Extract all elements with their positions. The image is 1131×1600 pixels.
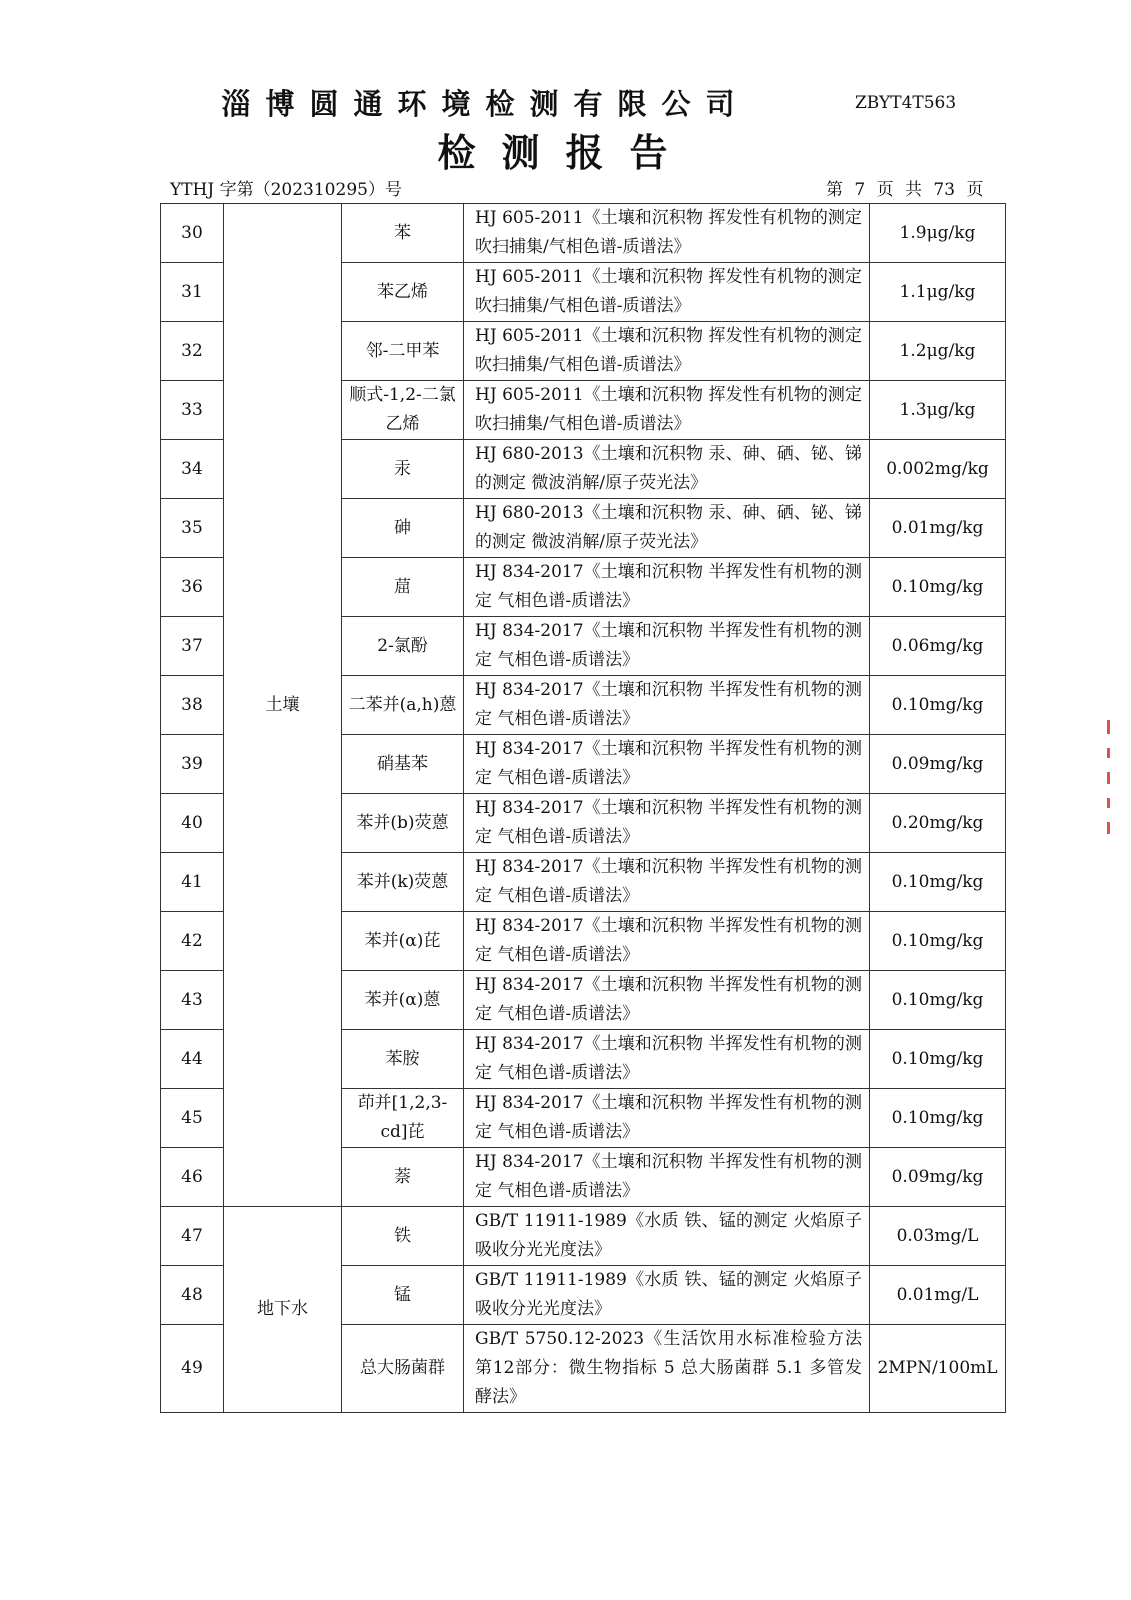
method-standard: HJ 680-2013《土壤和沉积物 汞、砷、硒、铋、锑的测定 微波消解/原子荧光法》 bbox=[464, 440, 870, 499]
row-number: 49 bbox=[161, 1325, 224, 1413]
item-name: 䓛 bbox=[342, 558, 464, 617]
method-standard: HJ 680-2013《土壤和沉积物 汞、砷、硒、铋、锑的测定 微波消解/原子荧光法》 bbox=[464, 499, 870, 558]
row-number: 41 bbox=[161, 853, 224, 912]
detection-limit: 1.2μg/kg bbox=[870, 322, 1006, 381]
document-code: ZBYT4T563 bbox=[855, 93, 957, 113]
row-number: 39 bbox=[161, 735, 224, 794]
item-name: 邻-二甲苯 bbox=[342, 322, 464, 381]
method-standard: HJ 605-2011《土壤和沉积物 挥发性有机物的测定 吹扫捕集/气相色谱-质谱法》 bbox=[464, 381, 870, 440]
row-number: 36 bbox=[161, 558, 224, 617]
detection-limit: 0.01mg/L bbox=[870, 1266, 1006, 1325]
detection-limit: 0.06mg/kg bbox=[870, 617, 1006, 676]
method-standard: HJ 605-2011《土壤和沉积物 挥发性有机物的测定 吹扫捕集/气相色谱-质谱法》 bbox=[464, 322, 870, 381]
detection-limit: 1.1μg/kg bbox=[870, 263, 1006, 322]
detection-limit: 2MPN/100mL bbox=[870, 1325, 1006, 1413]
row-number: 33 bbox=[161, 381, 224, 440]
item-name: 苯并(k)荧蒽 bbox=[342, 853, 464, 912]
row-number: 44 bbox=[161, 1030, 224, 1089]
row-number: 37 bbox=[161, 617, 224, 676]
method-standard: HJ 834-2017《土壤和沉积物 半挥发性有机物的测定 气相色谱-质谱法》 bbox=[464, 853, 870, 912]
method-standard: HJ 834-2017《土壤和沉积物 半挥发性有机物的测定 气相色谱-质谱法》 bbox=[464, 971, 870, 1030]
method-standard: HJ 834-2017《土壤和沉积物 半挥发性有机物的测定 气相色谱-质谱法》 bbox=[464, 794, 870, 853]
category-cell: 土壤 bbox=[224, 204, 342, 1207]
item-name: 萘 bbox=[342, 1148, 464, 1207]
detection-limit: 0.10mg/kg bbox=[870, 676, 1006, 735]
detection-limit: 1.9μg/kg bbox=[870, 204, 1006, 263]
detection-limit: 0.20mg/kg bbox=[870, 794, 1006, 853]
method-standard: HJ 834-2017《土壤和沉积物 半挥发性有机物的测定 气相色谱-质谱法》 bbox=[464, 735, 870, 794]
report-number: YTHJ 字第（202310295）号 bbox=[170, 180, 402, 200]
method-standard: HJ 605-2011《土壤和沉积物 挥发性有机物的测定 吹扫捕集/气相色谱-质谱法》 bbox=[464, 204, 870, 263]
detection-limit: 1.3μg/kg bbox=[870, 381, 1006, 440]
margin-marks bbox=[1107, 720, 1110, 848]
company-name: 淄博圆通环境检测有限公司 bbox=[221, 87, 750, 121]
row-number: 46 bbox=[161, 1148, 224, 1207]
row-number: 30 bbox=[161, 204, 224, 263]
method-standard: HJ 834-2017《土壤和沉积物 半挥发性有机物的测定 气相色谱-质谱法》 bbox=[464, 1030, 870, 1089]
row-number: 32 bbox=[161, 322, 224, 381]
item-name: 总大肠菌群 bbox=[342, 1325, 464, 1413]
row-number: 40 bbox=[161, 794, 224, 853]
row-number: 47 bbox=[161, 1207, 224, 1266]
detection-methods-table bbox=[160, 203, 1006, 1413]
item-name: 苯并(b)荧蒽 bbox=[342, 794, 464, 853]
detection-limit: 0.03mg/L bbox=[870, 1207, 1006, 1266]
method-standard: HJ 605-2011《土壤和沉积物 挥发性有机物的测定 吹扫捕集/气相色谱-质谱法》 bbox=[464, 263, 870, 322]
item-name: 硝基苯 bbox=[342, 735, 464, 794]
detection-limit: 0.09mg/kg bbox=[870, 735, 1006, 794]
row-number: 34 bbox=[161, 440, 224, 499]
method-standard: HJ 834-2017《土壤和沉积物 半挥发性有机物的测定 气相色谱-质谱法》 bbox=[464, 676, 870, 735]
item-name: 茚并[1,2,3-cd]芘 bbox=[342, 1089, 464, 1148]
table-row bbox=[161, 204, 1006, 263]
method-standard: HJ 834-2017《土壤和沉积物 半挥发性有机物的测定 气相色谱-质谱法》 bbox=[464, 558, 870, 617]
method-standard: HJ 834-2017《土壤和沉积物 半挥发性有机物的测定 气相色谱-质谱法》 bbox=[464, 1148, 870, 1207]
method-standard: HJ 834-2017《土壤和沉积物 半挥发性有机物的测定 气相色谱-质谱法》 bbox=[464, 1089, 870, 1148]
detection-limit: 0.002mg/kg bbox=[870, 440, 1006, 499]
detection-limit: 0.10mg/kg bbox=[870, 853, 1006, 912]
page-info: 第 7 页 共 73 页 bbox=[826, 180, 984, 200]
item-name: 苯并(α)蒽 bbox=[342, 971, 464, 1030]
row-number: 42 bbox=[161, 912, 224, 971]
detection-limit: 0.10mg/kg bbox=[870, 912, 1006, 971]
row-number: 38 bbox=[161, 676, 224, 735]
detection-limit: 0.10mg/kg bbox=[870, 558, 1006, 617]
row-number: 31 bbox=[161, 263, 224, 322]
method-standard: GB/T 11911-1989《水质 铁、锰的测定 火焰原子吸收分光光度法》 bbox=[464, 1207, 870, 1266]
row-number: 43 bbox=[161, 971, 224, 1030]
item-name: 苯并(α)芘 bbox=[342, 912, 464, 971]
detection-limit: 0.10mg/kg bbox=[870, 1089, 1006, 1148]
method-standard: HJ 834-2017《土壤和沉积物 半挥发性有机物的测定 气相色谱-质谱法》 bbox=[464, 617, 870, 676]
detection-limit: 0.01mg/kg bbox=[870, 499, 1006, 558]
method-standard: GB/T 11911-1989《水质 铁、锰的测定 火焰原子吸收分光光度法》 bbox=[464, 1266, 870, 1325]
item-name: 二苯并(a,h)蒽 bbox=[342, 676, 464, 735]
item-name: 汞 bbox=[342, 440, 464, 499]
row-number: 45 bbox=[161, 1089, 224, 1148]
item-name: 苯乙烯 bbox=[342, 263, 464, 322]
detection-limit: 0.10mg/kg bbox=[870, 971, 1006, 1030]
row-number: 48 bbox=[161, 1266, 224, 1325]
item-name: 砷 bbox=[342, 499, 464, 558]
method-standard: HJ 834-2017《土壤和沉积物 半挥发性有机物的测定 气相色谱-质谱法》 bbox=[464, 912, 870, 971]
detection-limit: 0.10mg/kg bbox=[870, 1030, 1006, 1089]
item-name: 苯胺 bbox=[342, 1030, 464, 1089]
table-row bbox=[161, 1207, 1006, 1266]
item-name: 铁 bbox=[342, 1207, 464, 1266]
method-standard: GB/T 5750.12-2023《生活饮用水标准检验方法 第12部分：微生物指标 5 总大肠菌群 5.1 多管发酵法》 bbox=[464, 1325, 870, 1413]
row-number: 35 bbox=[161, 499, 224, 558]
detection-limit: 0.09mg/kg bbox=[870, 1148, 1006, 1207]
item-name: 锰 bbox=[342, 1266, 464, 1325]
item-name: 顺式-1,2-二氯乙烯 bbox=[342, 381, 464, 440]
item-name: 2-氯酚 bbox=[342, 617, 464, 676]
category-cell: 地下水 bbox=[224, 1207, 342, 1413]
item-name: 苯 bbox=[342, 204, 464, 263]
report-title: 检测报告 bbox=[437, 130, 694, 175]
